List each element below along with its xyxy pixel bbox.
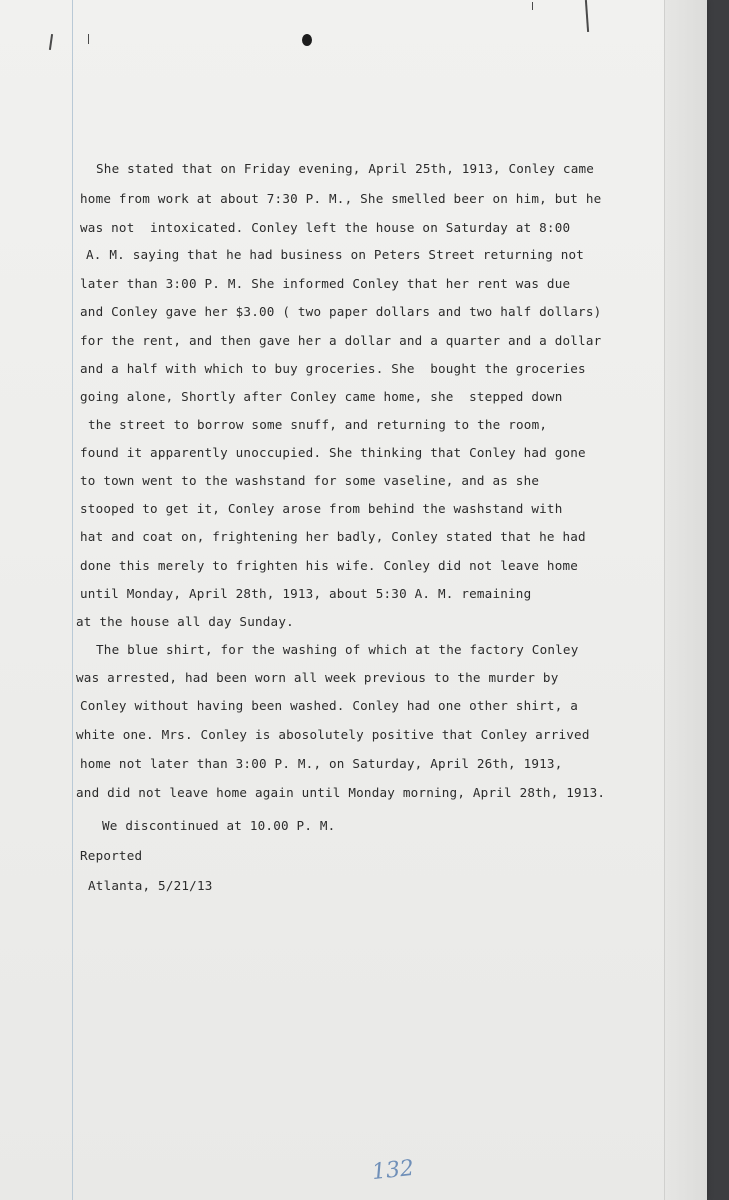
- text-line: white one. Mrs. Conley is abosolutely positive that Conley arrived: [76, 727, 590, 742]
- text-line: the street to borrow some snuff, and returning to the room,: [88, 417, 548, 432]
- text-line: to town went to the washstand for some vaseline, and as she: [80, 473, 540, 488]
- text-line: later than 3:00 P. M. She informed Conley that her rent was due: [80, 276, 571, 291]
- report-place-date: Atlanta, 5/21/13: [88, 878, 213, 893]
- text-line: The blue shirt, for the washing of which at the factory Conley: [96, 642, 579, 657]
- text-line: and Conley gave her $3.00 ( two paper dollars and two half dollars): [80, 304, 602, 319]
- text-line: A. M. saying that he had business on Peters Street returning not: [86, 247, 585, 262]
- text-line: for the rent, and then gave her a dollar and a quarter and a dollar: [80, 333, 602, 348]
- text-line: and did not leave home again until Monday morning, April 28th, 1913.: [76, 785, 606, 800]
- report-label: Reported: [80, 848, 143, 863]
- text-line: done this merely to frighten his wife. Conley did not leave home: [80, 558, 579, 573]
- text-line: She stated that on Friday evening, April 25th, 1913, Conley came: [96, 161, 595, 176]
- text-line: until Monday, April 28th, 1913, about 5:30 A. M. remaining: [80, 586, 532, 601]
- text-line: home not later than 3:00 P. M., on Saturday, April 26th, 1913,: [80, 756, 563, 771]
- handwritten-page-number: 132: [370, 1155, 416, 1186]
- text-line: and a half with which to buy groceries. She bought the groceries: [80, 361, 586, 376]
- text-line: found it apparently unoccupied. She thinking that Conley had gone: [80, 445, 586, 460]
- text-line: at the house all day Sunday.: [76, 614, 294, 629]
- text-line: was arrested, had been worn all week previous to the murder by: [76, 670, 559, 685]
- text-line: going alone, Shortly after Conley came home, she stepped down: [80, 389, 563, 404]
- text-line: home from work at about 7:30 P. M., She smelled beer on him, but he: [80, 191, 602, 206]
- text-line: was not intoxicated. Conley left the house on Saturday at 8:00: [80, 220, 571, 235]
- text-line: We discontinued at 10.00 P. M.: [102, 818, 336, 833]
- text-line: stooped to get it, Conley arose from behind the washstand with: [80, 501, 563, 516]
- text-line: Conley without having been washed. Conley had one other shirt, a: [80, 698, 579, 713]
- text-line: hat and coat on, frightening her badly, Conley stated that he had: [80, 529, 586, 544]
